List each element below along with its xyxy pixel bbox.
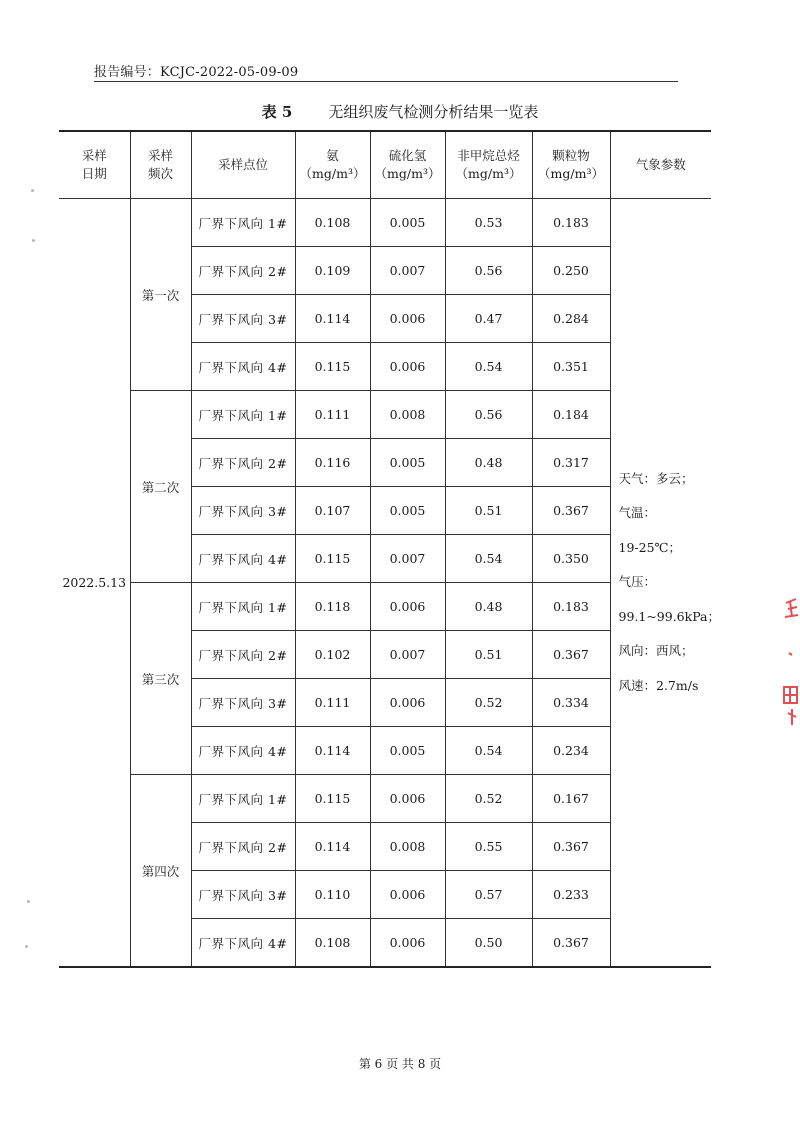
header-frequency: 采样 频次 <box>130 131 191 199</box>
pm-value: 0.284 <box>532 295 610 343</box>
pm-value: 0.350 <box>532 535 610 583</box>
h2s-value: 0.006 <box>370 775 445 823</box>
weather-line: 气温： <box>618 505 657 521</box>
ammonia-value: 0.108 <box>295 919 370 968</box>
sampling-location: 厂界下风向 3# <box>191 871 295 919</box>
pm-value: 0.317 <box>532 439 610 487</box>
ammonia-value: 0.116 <box>295 439 370 487</box>
pm-value: 0.233 <box>532 871 610 919</box>
weather-line: 风速：2.7m/s <box>618 677 699 693</box>
h2s-value: 0.005 <box>370 727 445 775</box>
ammonia-value: 0.109 <box>295 247 370 295</box>
ammonia-value: 0.111 <box>295 391 370 439</box>
h2s-value: 0.005 <box>370 199 445 247</box>
header-ammonia: 氨 （mg/m³） <box>295 131 370 199</box>
h2s-value: 0.006 <box>370 295 445 343</box>
header-particulate: 颗粒物 （mg/m³） <box>532 131 610 199</box>
weather-line: 气压： <box>618 574 657 590</box>
table-row <box>59 199 711 247</box>
nmhc-value: 0.51 <box>445 487 532 535</box>
nmhc-value: 0.54 <box>445 535 532 583</box>
header-location: 采样点位 <box>191 131 295 199</box>
sampling-date: 2022.5.13 <box>59 199 130 968</box>
nmhc-value: 0.55 <box>445 823 532 871</box>
ammonia-value: 0.102 <box>295 631 370 679</box>
h2s-value: 0.007 <box>370 535 445 583</box>
nmhc-value: 0.54 <box>445 727 532 775</box>
table-number: 表 5 <box>261 103 293 121</box>
ammonia-value: 0.115 <box>295 775 370 823</box>
pm-value: 0.367 <box>532 631 610 679</box>
h2s-value: 0.007 <box>370 631 445 679</box>
nmhc-value: 0.52 <box>445 679 532 727</box>
nmhc-value: 0.56 <box>445 391 532 439</box>
header-date: 采样 日期 <box>59 131 130 199</box>
scan-speck <box>27 900 30 903</box>
nmhc-value: 0.52 <box>445 775 532 823</box>
pm-value: 0.334 <box>532 679 610 727</box>
sampling-location: 厂界下风向 1# <box>191 583 295 631</box>
sampling-location: 厂界下风向 4# <box>191 727 295 775</box>
nmhc-value: 0.57 <box>445 871 532 919</box>
h2s-value: 0.006 <box>370 343 445 391</box>
sampling-location: 厂界下风向 2# <box>191 823 295 871</box>
h2s-value: 0.005 <box>370 439 445 487</box>
sampling-location: 厂界下风向 2# <box>191 631 295 679</box>
sampling-round: 第二次 <box>130 391 191 583</box>
sampling-location: 厂界下风向 1# <box>191 199 295 247</box>
ammonia-value: 0.114 <box>295 727 370 775</box>
weather-line: 天气：多云； <box>618 470 694 486</box>
pm-value: 0.367 <box>532 487 610 535</box>
ammonia-value: 0.118 <box>295 583 370 631</box>
nmhc-value: 0.50 <box>445 919 532 968</box>
sampling-location: 厂界下风向 4# <box>191 343 295 391</box>
weather-line: 风向：西风； <box>618 643 694 659</box>
ammonia-value: 0.115 <box>295 535 370 583</box>
pm-value: 0.184 <box>532 391 610 439</box>
nmhc-value: 0.48 <box>445 583 532 631</box>
ammonia-value: 0.108 <box>295 199 370 247</box>
sampling-location: 厂界下风向 1# <box>191 775 295 823</box>
sampling-location: 厂界下风向 4# <box>191 919 295 968</box>
h2s-value: 0.007 <box>370 247 445 295</box>
h2s-value: 0.006 <box>370 919 445 968</box>
sampling-location: 厂界下风向 3# <box>191 679 295 727</box>
h2s-value: 0.008 <box>370 391 445 439</box>
header-row <box>59 131 711 199</box>
weather-parameters <box>610 199 721 968</box>
h2s-value: 0.006 <box>370 583 445 631</box>
ammonia-value: 0.114 <box>295 823 370 871</box>
nmhc-value: 0.51 <box>445 631 532 679</box>
ammonia-value: 0.115 <box>295 343 370 391</box>
weather-line: 19-25℃； <box>618 539 682 555</box>
ammonia-value: 0.111 <box>295 679 370 727</box>
nmhc-value: 0.54 <box>445 343 532 391</box>
results-table <box>59 130 721 968</box>
red-stamp-fragment <box>780 595 800 725</box>
h2s-value: 0.006 <box>370 679 445 727</box>
nmhc-value: 0.48 <box>445 439 532 487</box>
report-number: 报告编号：KCJC-2022-05-09-09 <box>94 65 299 80</box>
sampling-location: 厂界下风向 3# <box>191 487 295 535</box>
nmhc-value: 0.53 <box>445 199 532 247</box>
table-title <box>0 101 800 122</box>
table-title-text: 无组织废气检测分析结果一览表 <box>328 103 539 121</box>
sampling-round: 第三次 <box>130 583 191 775</box>
sampling-location: 厂界下风向 2# <box>191 247 295 295</box>
scan-speck <box>31 189 34 192</box>
nmhc-value: 0.47 <box>445 295 532 343</box>
ammonia-value: 0.114 <box>295 295 370 343</box>
pm-value: 0.234 <box>532 727 610 775</box>
ammonia-value: 0.107 <box>295 487 370 535</box>
pm-value: 0.183 <box>532 583 610 631</box>
pm-value: 0.351 <box>532 343 610 391</box>
h2s-value: 0.005 <box>370 487 445 535</box>
ammonia-value: 0.110 <box>295 871 370 919</box>
nmhc-value: 0.56 <box>445 247 532 295</box>
h2s-value: 0.006 <box>370 871 445 919</box>
pm-value: 0.167 <box>532 775 610 823</box>
sampling-round: 第一次 <box>130 199 191 391</box>
weather-line: 99.1~99.6kPa； <box>618 608 721 624</box>
header-rule <box>94 81 678 82</box>
sampling-location: 厂界下风向 3# <box>191 295 295 343</box>
sampling-location: 厂界下风向 1# <box>191 391 295 439</box>
sampling-round: 第四次 <box>130 775 191 968</box>
scan-speck <box>32 239 35 242</box>
h2s-value: 0.008 <box>370 823 445 871</box>
header-weather: 气象参数 <box>610 131 711 199</box>
page-footer: 第 6 页 共 8 页 <box>358 1057 442 1071</box>
scan-speck <box>25 945 28 948</box>
pm-value: 0.250 <box>532 247 610 295</box>
sampling-location: 厂界下风向 4# <box>191 535 295 583</box>
pm-value: 0.367 <box>532 919 610 968</box>
pm-value: 0.367 <box>532 823 610 871</box>
header-nmhc: 非甲烷总烃 （mg/m³） <box>445 131 532 199</box>
header-h2s: 硫化氢 （mg/m³） <box>370 131 445 199</box>
pm-value: 0.183 <box>532 199 610 247</box>
sampling-location: 厂界下风向 2# <box>191 439 295 487</box>
